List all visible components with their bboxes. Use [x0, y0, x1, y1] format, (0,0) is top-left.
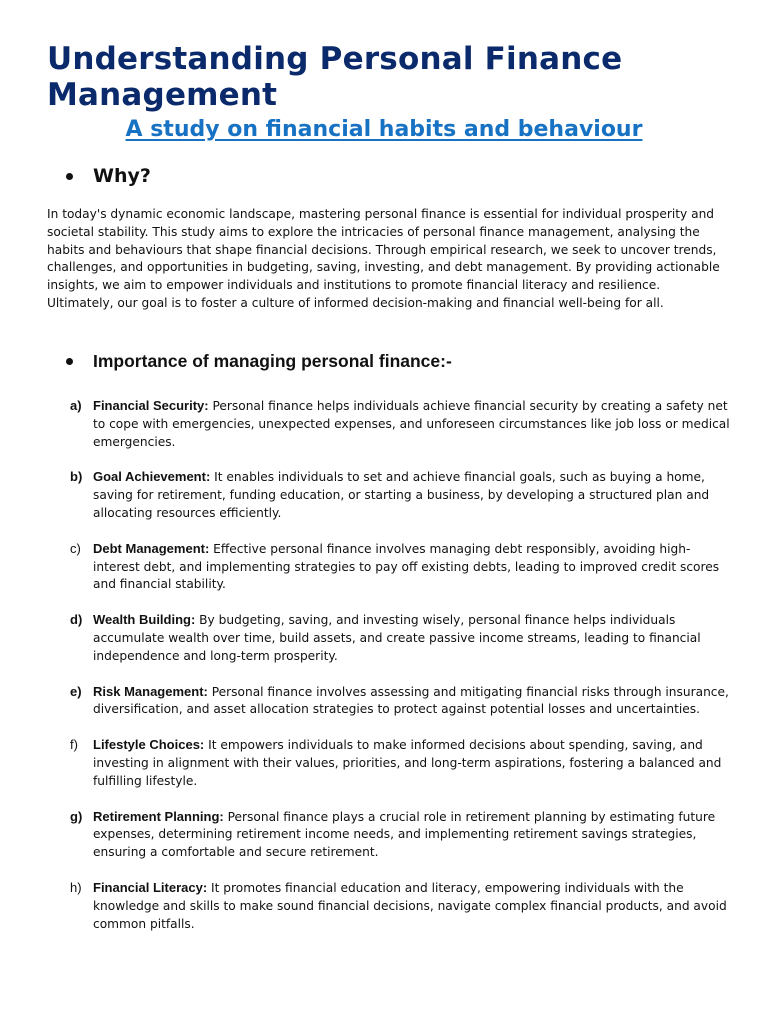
- list-item: [70, 808, 730, 862]
- bullet-icon: [66, 173, 73, 180]
- list-item: [70, 540, 730, 594]
- list-item: [70, 879, 730, 933]
- list-item-text: Personal finance helps individuals achieve financial security by creating a safety net to cope with emergencies, unexpected expenses, and unforeseen circumstances like job loss or medical emergencies.: [93, 399, 730, 449]
- list-item-text: Effective personal finance involves managing debt responsibly, avoiding high-interest debt, and implementing strategies to pay off existing debts, leading to improved credit scores and financial stability.: [93, 541, 720, 592]
- list-item: [70, 736, 730, 790]
- list-item: [70, 397, 730, 451]
- list-marker: c): [70, 540, 81, 556]
- list-item-term: Risk Management:: [93, 683, 208, 699]
- list-marker: f): [70, 737, 78, 753]
- list-item: [70, 611, 730, 665]
- list-marker: e): [70, 683, 82, 699]
- page-subtitle-link[interactable]: A study on financial habits and behaviour: [125, 117, 643, 142]
- importance-list: [70, 397, 730, 950]
- list-item-term: Financial Security:: [93, 398, 209, 413]
- list-marker: g): [70, 808, 83, 824]
- list-item-text: Personal finance involves assessing and mitigating financial risks through insurance, diversification, and asset allocation strategies to protect against potential losses and uncertainties.: [93, 684, 729, 717]
- page-title: Understanding Personal Finance Management: [47, 41, 623, 113]
- list-marker: a): [70, 398, 82, 413]
- list-item-term: Lifestyle Choices:: [93, 737, 205, 753]
- list-item: [70, 683, 730, 720]
- bullet-icon: [66, 358, 73, 365]
- list-item-text: By budgeting, saving, and investing wisely, personal finance helps individuals accumulate wealth over time, build assets, and create passive income streams, leading to financial independence and long-term prosperity.: [93, 613, 701, 663]
- importance-heading-text: Importance of managing personal finance:-: [93, 351, 452, 371]
- list-item-term: Debt Management:: [93, 540, 210, 556]
- importance-heading: [66, 347, 452, 375]
- list-item-term: Retirement Planning:: [93, 808, 224, 824]
- list-marker: d): [70, 612, 83, 628]
- list-item-text: It empowers individuals to make informed decisions about spending, saving, and investing in alignment with their values, priorities, and long-term aspirations, fostering a balanced and fulfilling lifestyle.: [93, 738, 722, 788]
- list-item-term: Wealth Building:: [93, 612, 196, 628]
- why-heading-text: Why?: [93, 165, 151, 187]
- list-marker: h): [70, 879, 82, 895]
- list-item-text: It promotes financial education and literacy, empowering individuals with the knowledge and skills to make sound financial decisions, navigate complex financial products, and avoid common pitfalls.: [93, 880, 727, 931]
- list-item-text: Personal finance plays a crucial role in retirement planning by estimating future expenses, determining retirement income needs, and implementing retirement savings strategies, ensuring a comfortable and secure retirement.: [93, 809, 716, 860]
- list-item-text: It enables individuals to set and achieve financial goals, such as buying a home, saving for retirement, funding education, or starting a business, by developing a structured plan and allocating resources efficiently.: [93, 470, 710, 520]
- intro-paragraph: In today's dynamic economic landscape, mastering personal finance is essential for individual prosperity and societal stability. This study aims to explore the intricacies of personal finance management, analysing the habits and behaviours that shape financial decisions. Through empirical research, we seek to uncover trends, challenges, and opportunities in budgeting, saving, investing, and debt management. By providing actionable insights, we aim to empower individuals and institutions to promote financial literacy and resilience. Ultimately, our goal is to foster a culture of informed decision-making and financial well-being for all.: [47, 207, 720, 310]
- list-item: [70, 468, 730, 522]
- list-marker: b): [70, 469, 83, 485]
- list-item-term: Goal Achievement:: [93, 469, 211, 485]
- list-item-term: Financial Literacy:: [93, 879, 208, 895]
- why-heading: [66, 162, 151, 190]
